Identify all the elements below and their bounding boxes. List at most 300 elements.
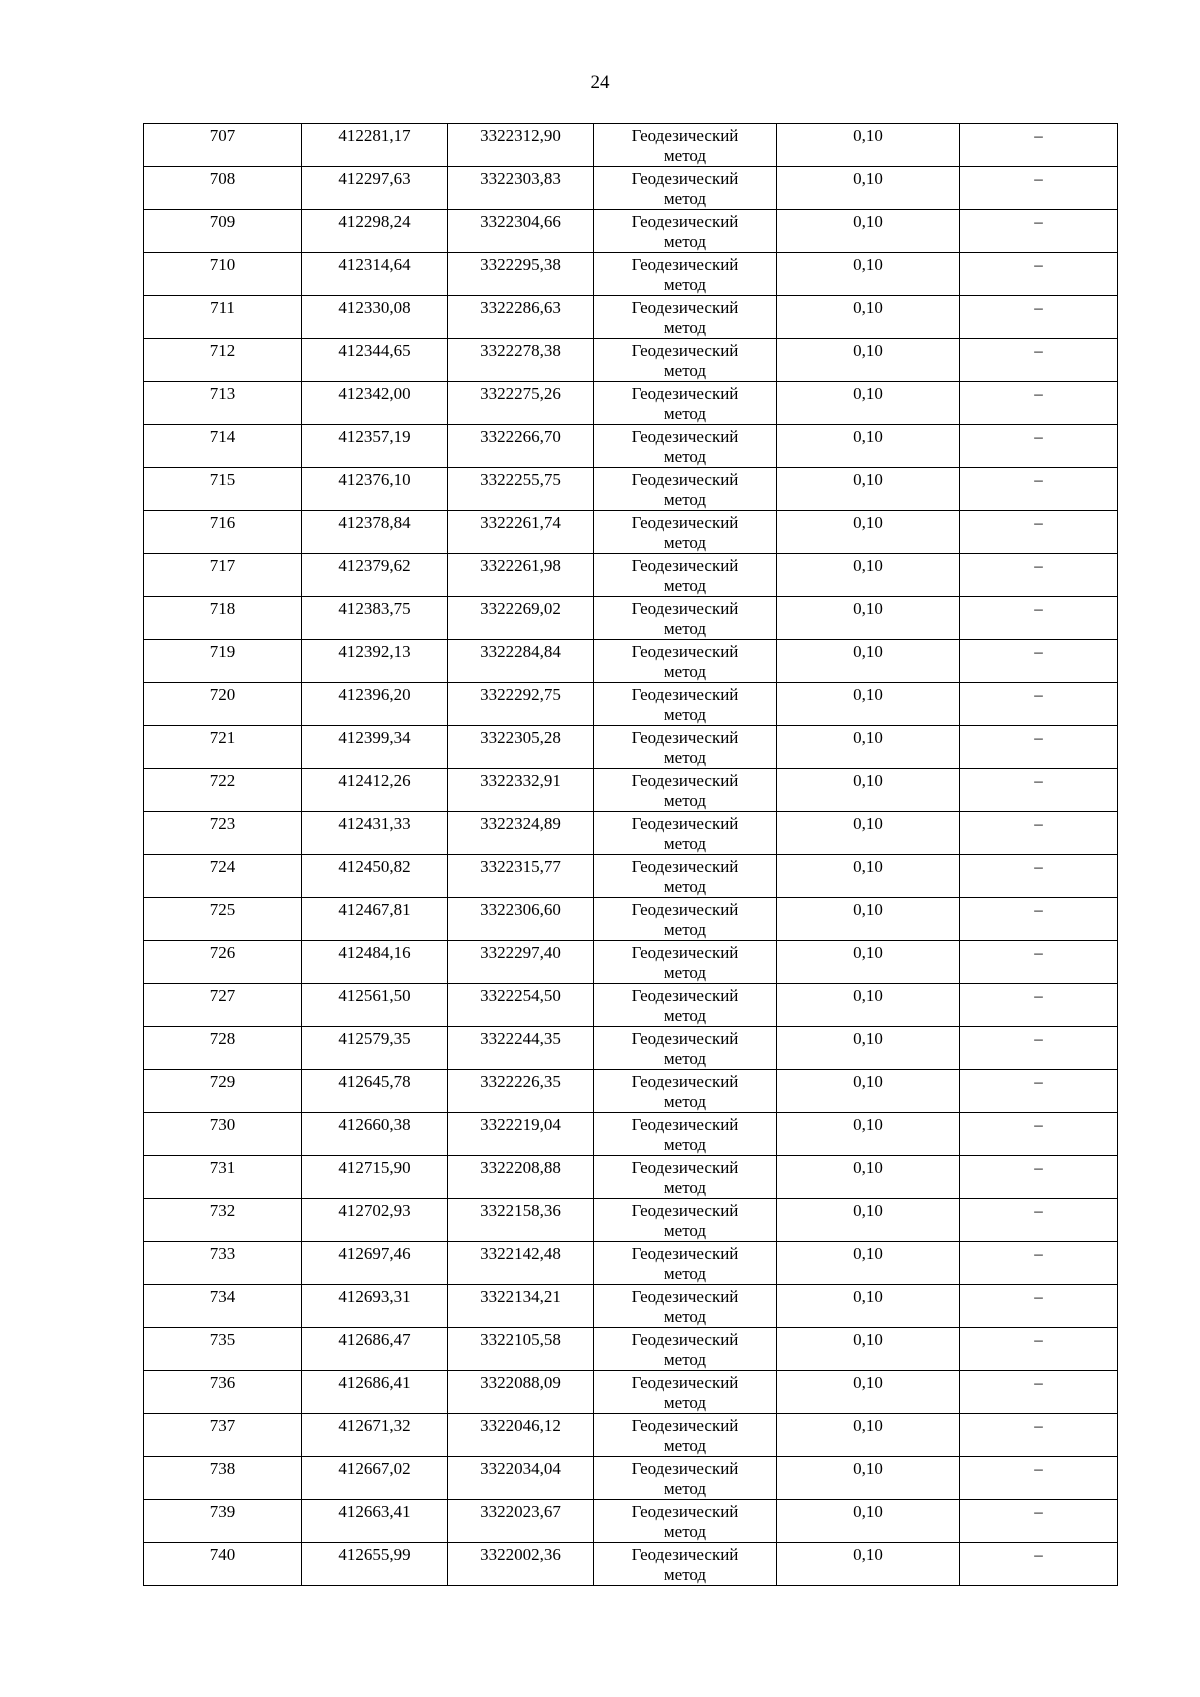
- method-cell: [594, 855, 777, 898]
- coordinate-y-cell: 3322297,40: [448, 941, 594, 984]
- point-number-cell: 727: [144, 984, 302, 1027]
- method-cell: [594, 769, 777, 812]
- coordinate-x-cell: 412702,93: [302, 1199, 448, 1242]
- accuracy-cell: 0,10: [777, 1027, 960, 1070]
- method-line-2: метод: [663, 1350, 707, 1369]
- method-line-2: метод: [663, 1092, 707, 1111]
- table-row: [144, 425, 1118, 468]
- note-cell: –: [960, 812, 1118, 855]
- coordinate-x-cell: 412392,13: [302, 640, 448, 683]
- note-cell: –: [960, 597, 1118, 640]
- accuracy-cell: 0,10: [777, 1543, 960, 1586]
- point-number-cell: 736: [144, 1371, 302, 1414]
- method-line-1: Геодезический: [631, 771, 739, 790]
- table-row: [144, 210, 1118, 253]
- method-line-2: метод: [663, 1264, 707, 1283]
- accuracy-cell: 0,10: [777, 1285, 960, 1328]
- coordinate-y-cell: 3322315,77: [448, 855, 594, 898]
- method-line-2: метод: [663, 1049, 707, 1068]
- method-line-1: Геодезический: [631, 1330, 739, 1349]
- coordinate-x-cell: 412655,99: [302, 1543, 448, 1586]
- accuracy-cell: 0,10: [777, 167, 960, 210]
- note-cell: –: [960, 1242, 1118, 1285]
- coordinate-x-cell: 412561,50: [302, 984, 448, 1027]
- note-cell: –: [960, 1027, 1118, 1070]
- method-cell: [594, 597, 777, 640]
- point-number-cell: 723: [144, 812, 302, 855]
- method-line-1: Геодезический: [631, 470, 739, 489]
- method-line-1: Геодезический: [631, 1029, 739, 1048]
- table-row: [144, 339, 1118, 382]
- note-cell: –: [960, 1500, 1118, 1543]
- note-cell: –: [960, 296, 1118, 339]
- coordinate-y-cell: 3322286,63: [448, 296, 594, 339]
- method-line-2: метод: [663, 1436, 707, 1455]
- method-line-1: Геодезический: [631, 1244, 739, 1263]
- coordinate-x-cell: 412667,02: [302, 1457, 448, 1500]
- method-cell: [594, 167, 777, 210]
- point-number-cell: 725: [144, 898, 302, 941]
- table-row: [144, 597, 1118, 640]
- method-cell: [594, 898, 777, 941]
- point-number-cell: 710: [144, 253, 302, 296]
- point-number-cell: 733: [144, 1242, 302, 1285]
- table-row: [144, 683, 1118, 726]
- method-line-1: Геодезический: [631, 255, 739, 274]
- note-cell: –: [960, 769, 1118, 812]
- coordinate-y-cell: 3322023,67: [448, 1500, 594, 1543]
- coordinate-x-cell: 412344,65: [302, 339, 448, 382]
- method-line-2: метод: [663, 1479, 707, 1498]
- coordinate-y-cell: 3322269,02: [448, 597, 594, 640]
- method-cell: [594, 253, 777, 296]
- point-number-cell: 714: [144, 425, 302, 468]
- table-row: [144, 1414, 1118, 1457]
- table-row: [144, 167, 1118, 210]
- table-row: [144, 1500, 1118, 1543]
- table-row: [144, 253, 1118, 296]
- accuracy-cell: 0,10: [777, 468, 960, 511]
- method-cell: [594, 640, 777, 683]
- note-cell: –: [960, 898, 1118, 941]
- accuracy-cell: 0,10: [777, 855, 960, 898]
- method-line-1: Геодезический: [631, 728, 739, 747]
- table-row: [144, 1371, 1118, 1414]
- method-line-2: метод: [663, 834, 707, 853]
- coordinate-y-cell: 3322261,74: [448, 511, 594, 554]
- method-line-2: метод: [663, 146, 707, 165]
- coordinate-x-cell: 412645,78: [302, 1070, 448, 1113]
- method-line-1: Геодезический: [631, 1072, 739, 1091]
- point-number-cell: 732: [144, 1199, 302, 1242]
- table-row: [144, 898, 1118, 941]
- table-row: [144, 1113, 1118, 1156]
- table-row: [144, 984, 1118, 1027]
- coordinate-x-cell: 412357,19: [302, 425, 448, 468]
- coordinate-x-cell: 412660,38: [302, 1113, 448, 1156]
- method-cell: [594, 382, 777, 425]
- note-cell: –: [960, 640, 1118, 683]
- note-cell: –: [960, 1285, 1118, 1328]
- point-number-cell: 730: [144, 1113, 302, 1156]
- method-line-1: Геодезический: [631, 556, 739, 575]
- coordinate-x-cell: 412715,90: [302, 1156, 448, 1199]
- method-cell: [594, 1500, 777, 1543]
- coordinate-x-cell: 412378,84: [302, 511, 448, 554]
- method-line-2: метод: [663, 748, 707, 767]
- method-cell: [594, 124, 777, 167]
- accuracy-cell: 0,10: [777, 726, 960, 769]
- accuracy-cell: 0,10: [777, 1113, 960, 1156]
- table-row: [144, 812, 1118, 855]
- accuracy-cell: 0,10: [777, 769, 960, 812]
- note-cell: –: [960, 1113, 1118, 1156]
- point-number-cell: 735: [144, 1328, 302, 1371]
- note-cell: –: [960, 167, 1118, 210]
- point-number-cell: 726: [144, 941, 302, 984]
- accuracy-cell: 0,10: [777, 210, 960, 253]
- method-cell: [594, 726, 777, 769]
- coordinate-y-cell: 3322278,38: [448, 339, 594, 382]
- point-number-cell: 729: [144, 1070, 302, 1113]
- accuracy-cell: 0,10: [777, 253, 960, 296]
- coordinate-x-cell: 412697,46: [302, 1242, 448, 1285]
- table-row: [144, 382, 1118, 425]
- coordinate-y-cell: 3322219,04: [448, 1113, 594, 1156]
- method-line-2: метод: [663, 533, 707, 552]
- table-row: [144, 1027, 1118, 1070]
- point-number-cell: 715: [144, 468, 302, 511]
- note-cell: –: [960, 554, 1118, 597]
- method-line-2: метод: [663, 447, 707, 466]
- method-line-1: Геодезический: [631, 1545, 739, 1564]
- method-line-1: Геодезический: [631, 986, 739, 1005]
- method-line-2: метод: [663, 619, 707, 638]
- coordinate-x-cell: 412297,63: [302, 167, 448, 210]
- method-line-2: метод: [663, 576, 707, 595]
- accuracy-cell: 0,10: [777, 1328, 960, 1371]
- accuracy-cell: 0,10: [777, 511, 960, 554]
- table-row: [144, 1328, 1118, 1371]
- method-line-2: метод: [663, 1135, 707, 1154]
- coordinate-y-cell: 3322255,75: [448, 468, 594, 511]
- note-cell: –: [960, 984, 1118, 1027]
- coordinate-x-cell: 412298,24: [302, 210, 448, 253]
- method-cell: [594, 1285, 777, 1328]
- note-cell: –: [960, 253, 1118, 296]
- note-cell: –: [960, 1457, 1118, 1500]
- coordinate-y-cell: 3322261,98: [448, 554, 594, 597]
- method-line-1: Геодезический: [631, 1373, 739, 1392]
- table-row: [144, 1285, 1118, 1328]
- table-row: [144, 296, 1118, 339]
- coordinate-y-cell: 3322332,91: [448, 769, 594, 812]
- coordinate-y-cell: 3322134,21: [448, 1285, 594, 1328]
- method-line-1: Геодезический: [631, 1201, 739, 1220]
- method-line-2: метод: [663, 189, 707, 208]
- note-cell: –: [960, 1199, 1118, 1242]
- table-row: [144, 855, 1118, 898]
- method-cell: [594, 1414, 777, 1457]
- coordinate-x-cell: 412379,62: [302, 554, 448, 597]
- method-line-2: метод: [663, 877, 707, 896]
- point-number-cell: 719: [144, 640, 302, 683]
- method-line-1: Геодезический: [631, 685, 739, 704]
- coordinate-y-cell: 3322312,90: [448, 124, 594, 167]
- note-cell: –: [960, 1070, 1118, 1113]
- note-cell: –: [960, 941, 1118, 984]
- accuracy-cell: 0,10: [777, 683, 960, 726]
- method-line-2: метод: [663, 705, 707, 724]
- table-row: [144, 468, 1118, 511]
- method-line-1: Геодезический: [631, 1287, 739, 1306]
- method-line-2: метод: [663, 1565, 707, 1584]
- method-line-1: Геодезический: [631, 943, 739, 962]
- point-number-cell: 707: [144, 124, 302, 167]
- method-line-2: метод: [663, 1221, 707, 1240]
- method-line-1: Геодезический: [631, 427, 739, 446]
- accuracy-cell: 0,10: [777, 1414, 960, 1457]
- method-cell: [594, 425, 777, 468]
- method-line-2: метод: [663, 1393, 707, 1412]
- point-number-cell: 721: [144, 726, 302, 769]
- table-row: [144, 726, 1118, 769]
- coordinate-x-cell: 412412,26: [302, 769, 448, 812]
- coordinate-y-cell: 3322306,60: [448, 898, 594, 941]
- note-cell: –: [960, 1328, 1118, 1371]
- table-row: [144, 124, 1118, 167]
- method-line-1: Геодезический: [631, 384, 739, 403]
- note-cell: –: [960, 1414, 1118, 1457]
- coordinate-y-cell: 3322046,12: [448, 1414, 594, 1457]
- coordinate-x-cell: 412383,75: [302, 597, 448, 640]
- point-number-cell: 713: [144, 382, 302, 425]
- accuracy-cell: 0,10: [777, 1371, 960, 1414]
- method-line-2: метод: [663, 404, 707, 423]
- coordinate-x-cell: 412693,31: [302, 1285, 448, 1328]
- method-line-2: метод: [663, 232, 707, 251]
- point-number-cell: 709: [144, 210, 302, 253]
- point-number-cell: 728: [144, 1027, 302, 1070]
- method-line-2: метод: [663, 1307, 707, 1326]
- method-cell: [594, 210, 777, 253]
- method-line-2: метод: [663, 318, 707, 337]
- method-line-1: Геодезический: [631, 1502, 739, 1521]
- note-cell: –: [960, 683, 1118, 726]
- method-line-1: Геодезический: [631, 298, 739, 317]
- point-number-cell: 716: [144, 511, 302, 554]
- coordinate-x-cell: 412467,81: [302, 898, 448, 941]
- table-row: [144, 1070, 1118, 1113]
- table-row: [144, 1156, 1118, 1199]
- accuracy-cell: 0,10: [777, 984, 960, 1027]
- coordinate-y-cell: 3322034,04: [448, 1457, 594, 1500]
- coordinate-y-cell: 3322304,66: [448, 210, 594, 253]
- coordinate-y-cell: 3322226,35: [448, 1070, 594, 1113]
- accuracy-cell: 0,10: [777, 425, 960, 468]
- coordinate-x-cell: 412484,16: [302, 941, 448, 984]
- point-number-cell: 731: [144, 1156, 302, 1199]
- note-cell: –: [960, 124, 1118, 167]
- accuracy-cell: 0,10: [777, 1070, 960, 1113]
- method-line-1: Геодезический: [631, 1115, 739, 1134]
- method-line-1: Геодезический: [631, 169, 739, 188]
- method-cell: [594, 1371, 777, 1414]
- table-row: [144, 941, 1118, 984]
- method-line-1: Геодезический: [631, 814, 739, 833]
- accuracy-cell: 0,10: [777, 640, 960, 683]
- accuracy-cell: 0,10: [777, 597, 960, 640]
- point-number-cell: 738: [144, 1457, 302, 1500]
- point-number-cell: 739: [144, 1500, 302, 1543]
- table-row: [144, 511, 1118, 554]
- coordinate-y-cell: 3322208,88: [448, 1156, 594, 1199]
- note-cell: –: [960, 1543, 1118, 1586]
- coordinate-x-cell: 412396,20: [302, 683, 448, 726]
- point-number-cell: 737: [144, 1414, 302, 1457]
- method-line-1: Геодезический: [631, 642, 739, 661]
- method-line-1: Геодезический: [631, 126, 739, 145]
- method-cell: [594, 1156, 777, 1199]
- coordinate-y-cell: 3322244,35: [448, 1027, 594, 1070]
- method-cell: [594, 1543, 777, 1586]
- method-line-1: Геодезический: [631, 212, 739, 231]
- method-line-2: метод: [663, 963, 707, 982]
- table-row: [144, 1242, 1118, 1285]
- method-cell: [594, 554, 777, 597]
- method-cell: [594, 683, 777, 726]
- coordinates-table-body: [144, 124, 1118, 1586]
- coordinate-x-cell: 412686,47: [302, 1328, 448, 1371]
- method-cell: [594, 296, 777, 339]
- method-cell: [594, 1027, 777, 1070]
- method-line-2: метод: [663, 791, 707, 810]
- coordinate-x-cell: 412579,35: [302, 1027, 448, 1070]
- method-cell: [594, 468, 777, 511]
- method-line-2: метод: [663, 1522, 707, 1541]
- table-row: [144, 554, 1118, 597]
- method-line-1: Геодезический: [631, 1459, 739, 1478]
- note-cell: –: [960, 1156, 1118, 1199]
- note-cell: –: [960, 511, 1118, 554]
- point-number-cell: 717: [144, 554, 302, 597]
- coordinate-x-cell: 412450,82: [302, 855, 448, 898]
- coordinate-y-cell: 3322275,26: [448, 382, 594, 425]
- point-number-cell: 708: [144, 167, 302, 210]
- coordinate-x-cell: 412314,64: [302, 253, 448, 296]
- coordinate-y-cell: 3322142,48: [448, 1242, 594, 1285]
- accuracy-cell: 0,10: [777, 339, 960, 382]
- method-line-1: Геодезический: [631, 1158, 739, 1177]
- point-number-cell: 720: [144, 683, 302, 726]
- coordinate-x-cell: 412330,08: [302, 296, 448, 339]
- method-line-2: метод: [663, 920, 707, 939]
- coordinate-y-cell: 3322284,84: [448, 640, 594, 683]
- method-cell: [594, 941, 777, 984]
- accuracy-cell: 0,10: [777, 812, 960, 855]
- note-cell: –: [960, 726, 1118, 769]
- coordinate-x-cell: 412671,32: [302, 1414, 448, 1457]
- accuracy-cell: 0,10: [777, 1457, 960, 1500]
- method-line-1: Геодезический: [631, 1416, 739, 1435]
- note-cell: –: [960, 339, 1118, 382]
- method-line-2: метод: [663, 361, 707, 380]
- point-number-cell: 734: [144, 1285, 302, 1328]
- method-line-2: метод: [663, 1006, 707, 1025]
- method-cell: [594, 984, 777, 1027]
- note-cell: –: [960, 855, 1118, 898]
- coordinate-x-cell: 412663,41: [302, 1500, 448, 1543]
- method-line-2: метод: [663, 1178, 707, 1197]
- table-row: [144, 1199, 1118, 1242]
- coordinate-x-cell: 412342,00: [302, 382, 448, 425]
- accuracy-cell: 0,10: [777, 1500, 960, 1543]
- note-cell: –: [960, 210, 1118, 253]
- table-row: [144, 1543, 1118, 1586]
- coordinate-y-cell: 3322292,75: [448, 683, 594, 726]
- method-cell: [594, 1328, 777, 1371]
- method-line-1: Геодезический: [631, 513, 739, 532]
- point-number-cell: 724: [144, 855, 302, 898]
- coordinate-y-cell: 3322324,89: [448, 812, 594, 855]
- accuracy-cell: 0,10: [777, 1156, 960, 1199]
- method-line-2: метод: [663, 275, 707, 294]
- accuracy-cell: 0,10: [777, 554, 960, 597]
- accuracy-cell: 0,10: [777, 296, 960, 339]
- page-number: 24: [590, 72, 610, 93]
- accuracy-cell: 0,10: [777, 898, 960, 941]
- method-cell: [594, 1070, 777, 1113]
- coordinate-x-cell: 412281,17: [302, 124, 448, 167]
- method-cell: [594, 339, 777, 382]
- method-cell: [594, 1113, 777, 1156]
- accuracy-cell: 0,10: [777, 941, 960, 984]
- coordinate-y-cell: 3322266,70: [448, 425, 594, 468]
- method-cell: [594, 1199, 777, 1242]
- method-line-1: Геодезический: [631, 599, 739, 618]
- method-line-1: Геодезический: [631, 900, 739, 919]
- method-cell: [594, 511, 777, 554]
- method-cell: [594, 1457, 777, 1500]
- note-cell: –: [960, 468, 1118, 511]
- method-line-2: метод: [663, 490, 707, 509]
- method-cell: [594, 812, 777, 855]
- coordinate-x-cell: 412376,10: [302, 468, 448, 511]
- point-number-cell: 712: [144, 339, 302, 382]
- method-cell: [594, 1242, 777, 1285]
- accuracy-cell: 0,10: [777, 124, 960, 167]
- coordinate-y-cell: 3322305,28: [448, 726, 594, 769]
- coordinate-y-cell: 3322105,58: [448, 1328, 594, 1371]
- note-cell: –: [960, 425, 1118, 468]
- accuracy-cell: 0,10: [777, 1242, 960, 1285]
- accuracy-cell: 0,10: [777, 382, 960, 425]
- coordinates-table: [143, 123, 1118, 1586]
- method-line-1: Геодезический: [631, 341, 739, 360]
- coordinate-y-cell: 3322295,38: [448, 253, 594, 296]
- coordinate-y-cell: 3322088,09: [448, 1371, 594, 1414]
- coordinate-x-cell: 412431,33: [302, 812, 448, 855]
- coordinate-x-cell: 412399,34: [302, 726, 448, 769]
- note-cell: –: [960, 1371, 1118, 1414]
- coordinate-y-cell: 3322002,36: [448, 1543, 594, 1586]
- method-line-2: метод: [663, 662, 707, 681]
- accuracy-cell: 0,10: [777, 1199, 960, 1242]
- table-row: [144, 640, 1118, 683]
- table-row: [144, 769, 1118, 812]
- coordinate-y-cell: 3322158,36: [448, 1199, 594, 1242]
- table-row: [144, 1457, 1118, 1500]
